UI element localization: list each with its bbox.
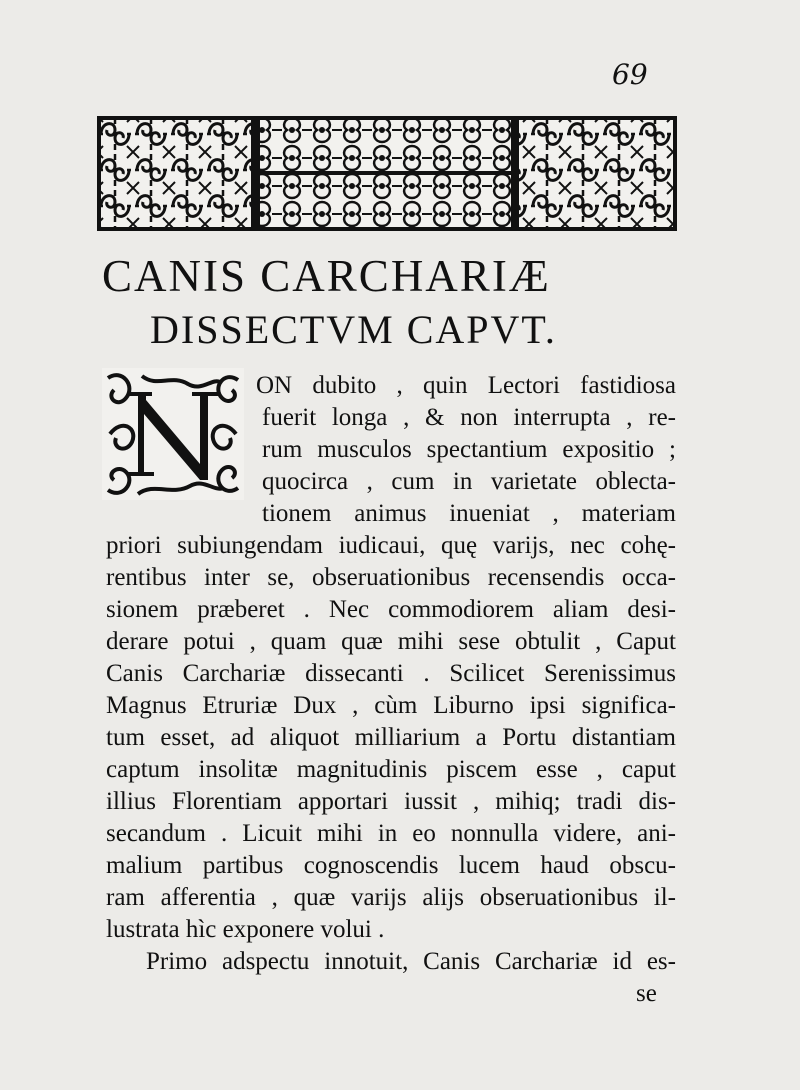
text-line-16: malium partibus cognoscendis lucem haud obscu- <box>106 852 676 879</box>
catchword: se <box>636 980 657 1007</box>
page-number: 69 <box>612 58 648 91</box>
text-line-15: secandum . Licuit mihi in eo nonnulla videre, ani- <box>106 820 676 847</box>
text-line-1: ON dubito , quin Lectori fastidiosa <box>256 372 676 399</box>
text-line-2: fuerit longa , & non interrupta , re- <box>262 404 676 431</box>
text-line-9: derare potui , quam quæ mihi sese obtulit , Caput <box>106 628 676 655</box>
text-line-18: lustrata hìc exponere volui . <box>106 916 385 943</box>
text-line-8: sionem præberet . Nec commodiorem aliam desi- <box>106 596 676 623</box>
text-line-14: illius Florentiam apportari iussit , mihiq; tradi dis- <box>106 788 676 815</box>
text-line-5: tionem animus inueniat , materiam <box>262 500 676 527</box>
title-line-1: CANIS CARCHARIÆ <box>102 251 551 301</box>
text-line-12: tum esset, ad aliquot milliarium a Portu distantiam <box>106 724 676 751</box>
text-line-13: captum insolitæ magnitudinis piscem esse , caput <box>106 756 676 783</box>
text-line-17: ram afferentia , quæ varijs alijs obseruationibus il- <box>106 884 676 911</box>
woodcut-ornament-band <box>97 116 677 231</box>
text-line-6: priori subiungendam iudicaui, quę varijs, nec cohę- <box>106 532 676 559</box>
text-line-4: quocirca , cum in varietate oblecta- <box>262 468 676 495</box>
text-line-10: Canis Carchariæ dissecanti . Scilicet Serenissimus <box>106 660 676 687</box>
decorated-initial-n <box>102 368 244 500</box>
title-line-2: DISSECTVM CAPVT. <box>150 307 557 352</box>
text-line-7: rentibus inter se, obseruationibus recensendis occa- <box>106 564 676 591</box>
text-line-19: Primo adspectu innotuit, Canis Carchariæ id es- <box>146 948 676 975</box>
text-line-3: rum musculos spectantium expositio ; <box>262 436 676 463</box>
text-line-11: Magnus Etruriæ Dux , cùm Liburno ipsi significa- <box>106 692 676 719</box>
